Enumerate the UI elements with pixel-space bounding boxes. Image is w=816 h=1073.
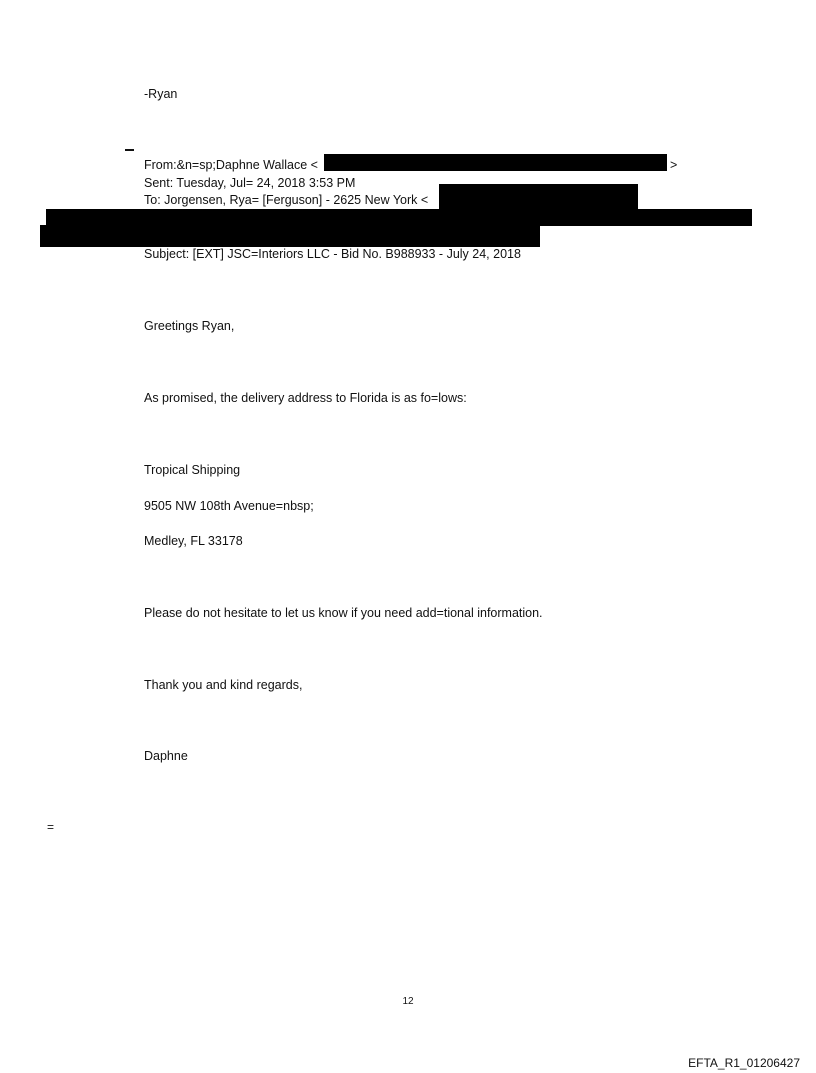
redaction-cc-line-2 [40,225,540,247]
redaction-cc-line-1 [46,209,752,226]
subject-line: Subject: [EXT] JSC=Interiors LLC - Bid No. B988933 - July 24, 2018 [144,247,521,261]
closing-line: Thank you and kind regards, [144,678,303,692]
redaction-from-email [324,154,667,171]
stray-equals-mark: = [47,820,55,834]
to-line: To: Jorgensen, Rya= [Ferguson] - 2625 New York < [144,193,429,207]
from-close-bracket: > [670,158,678,172]
redaction-to-email [439,184,638,209]
greeting: Greetings Ryan, [144,319,235,333]
address-city: Medley, FL 33178 [144,534,243,548]
from-line: From:&n=sp;Daphne Wallace < [144,158,318,172]
signoff-ryan: -Ryan [144,87,178,101]
page-number: 12 [402,996,414,1007]
signature-name: Daphne [144,749,188,763]
address-street: 9505 NW 108th Avenue=nbsp; [144,499,314,513]
followup-paragraph: Please do not hesitate to let us know if you need add=tional information. [144,606,543,620]
sent-line: Sent: Tuesday, Jul= 24, 2018 3:53 PM [144,176,356,190]
separator-dash [125,149,134,151]
bates-stamp: EFTA_R1_01206427 [688,1056,800,1070]
address-company: Tropical Shipping [144,463,241,477]
intro-paragraph: As promised, the delivery address to Florida is as fo=lows: [144,391,467,405]
